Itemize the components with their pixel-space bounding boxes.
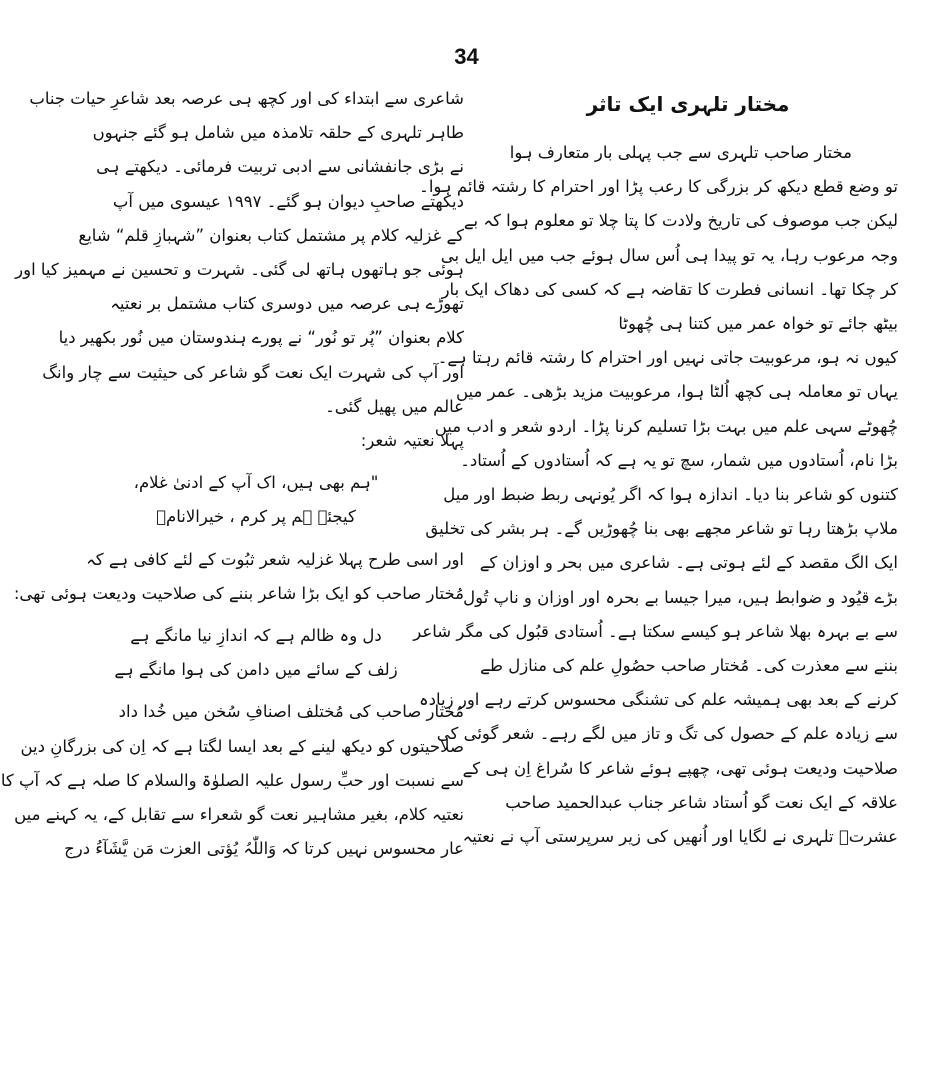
text-line: مُختار صاحب کو ایک بڑا شاعر بننے کی صلاحیت ودیعت ہوئی تھی: [13,583,464,603]
text-line: سے بے بہرہ بھلا شاعر ہو کیسے سکتا ہے۔ اُستادی قبُول کی مگر شاعر [413,621,898,641]
text-line: مختار صاحب تلہری سے جب پہلی بار متعارف ہوا [509,143,852,162]
text-line: ملاپ بڑھتا رہا تو شاعر مجھے بھی بنا چُھوڑیں گے۔ ہر بشر کی تخلیق [425,519,898,539]
text-line: نے بڑی جانفشانی سے ادبی تربیت فرمائی۔ دیکھتے ہی [96,157,464,177]
text-line: کر چکا تھا۔ انسانی فطرت کا تقاضہ ہے کہ کسی کی دھاک ایک بار [441,279,898,299]
text-line: شاعری سے ابتداء کی اور کچھ ہی عرصہ بعد شاعرِ حیات جناب [29,89,464,108]
text-line: کے غزلیہ کلام پر مشتمل کتاب بعنوان ”شہبازِ قلم“ شایع [78,225,464,245]
text-line: یہاں تو معاملہ ہی کچھ اُلٹا ہوا، مرعوبیت مزید بڑھی۔ عمر میں [455,382,898,402]
text-line: کرنے کے بعد بھی ہمیشہ علم کی تشنگی محسوس کرتے رہے اور زیادہ [419,690,898,710]
left-column [0,82,464,866]
verse-block [48,466,464,534]
text-line: سے زیادہ علم کے حصول کی تگ و تاز میں لگے رہے۔ شعر گوئی کی [436,724,898,744]
text-line: طاہر تلہری کے حلقہ تلامذہ میں شامل ہو گئے جنہوں [92,123,464,143]
text-line: اور آپ کی شہرت ایک نعت گو شاعر کی حیثیت سے چار وانگ [42,362,464,382]
text-line: تھوڑے ہی عرصہ میں دوسری کتاب مشتمل بر نعتیہ [110,294,464,314]
verse-line: دل وہ ظالم ہے کہ اندازِ نیا مانگے ہے [130,626,382,646]
page-number: 34 [454,44,479,69]
section-heading: پہلا نعتیہ شعر: [360,431,464,451]
text-line: تو وضع قطع دیکھ کر بزرگی کا رعب پڑا اور احترام کا رشتہ قائم ہوا۔ [419,177,898,197]
text-line: صلاحیتوں کو دیکھ لینے کے بعد ایسا لگتا ہے کہ اِن کی بزرگانِ دین [20,736,464,756]
text-line: بننے سے معذرت کی۔ مُختار صاحب حصُولِ علم کی منازل طے [480,656,898,676]
text-line: کیوں نہ ہو، مرعوبیت جاتی نہیں اور احترام کا رشتہ قائم رہتا ہے۔ [437,348,898,368]
verse-block [48,619,464,687]
text-line: کلام بعنوان ”پُر تو نُور“ نے پورے ہندوستان میں نُور بکھیر دیا [58,328,464,348]
text-line: مُختار صاحب کی مُختلف اصنافِ سُخن میں خُدا داد [118,702,464,722]
text-line: علاقہ کے ایک نعت گو اُستاد شاعر جناب عبدالحمید صاحب [505,792,898,812]
text-line: عالم میں پھیل گئی۔ [325,396,464,416]
verse-line: کیجئے ہم پر کرم ، خیرالانامؐ [156,507,356,527]
text-line: وجہ مرعوب رہا، یہ تو پیدا ہی اُس سال ہوئے جب میں ایل ایل بی [440,245,898,265]
right-column [413,82,898,854]
text-line: ہوئی جو ہاتھوں ہاتھ لی گئی۔ شہرت و تحسین نے مہمیز کیا اور [15,260,464,280]
text-line: عار محسوس نہیں کرتا کہ وَاللّٰہُ یُؤتی العزت مَن یَّشَآءُ درج [64,839,464,859]
text-line: بیٹھ جائے تو خواہ عمر میں کتنا ہی چُھوٹا [618,314,898,334]
text-line: اور اسی طرح پہلا غزلیہ شعر ثبُوت کے لئے کافی ہے کہ [86,549,464,569]
text-line: چُھوٹے سہی علم میں بہت بڑا تسلیم کرنا پڑا۔ اردو شعر و ادب میں [434,416,898,436]
text-line: صلاحیت ودیعت ہوئی تھی، چھپے ہوئے شاعر کا سُراغ اِن ہی کے [462,758,898,778]
text-line: بڑے قیُود و ضوابط ہیں، میرا جیسا بے بحرہ اور اوزان و ناپ تُول [463,587,898,607]
verse-line: "ہم بھی ہیں، اک آپ کے ادنیٰ غلام، [133,473,379,493]
text-line: عشرتؔ تلہری نے لگایا اور اُنھیں کی زیر سرپرستی آپ نے نعتیہ [462,827,898,847]
verse-line: زلف کے سائے میں دامن کی ہوا مانگے ہے [114,660,398,680]
text-line: نعتیہ کلام، بغیر مشاہیر نعت گو شعراء سے تقابل کے، یہ کہنے میں [14,805,464,825]
text-line: سے نسبت اور حبِّ رسول علیہ الصلوٰۃ والسلام کا صلہ ہے کہ آپ کا [0,770,464,790]
text-line: ایک الگ مقصد کے لئے ہوتی ہے۔ شاعری میں بحر و اوزان کے [479,553,898,573]
text-line: بڑا نام، اُستادوں میں شمار، سچ تو یہ ہے کہ اُستادوں کے اُستاد۔ [460,450,898,470]
text-line: کتنوں کو شاعر بنا دیا۔ اندازہ ہوا کہ اگر یُونہی ربط ضبط اور میل [443,485,898,505]
text-line: لیکن جب موصوف کی تاریخ ولادت کا پتا چلا تو معلوم ہوا کہ بے [463,211,898,231]
text-line: دیکھتے صاحبِ دیوان ہو گئے۔ ۱۹۹۷ عیسوی میں آپ [112,191,464,211]
article-title: مختار تلہری ایک تاثر [586,92,790,116]
